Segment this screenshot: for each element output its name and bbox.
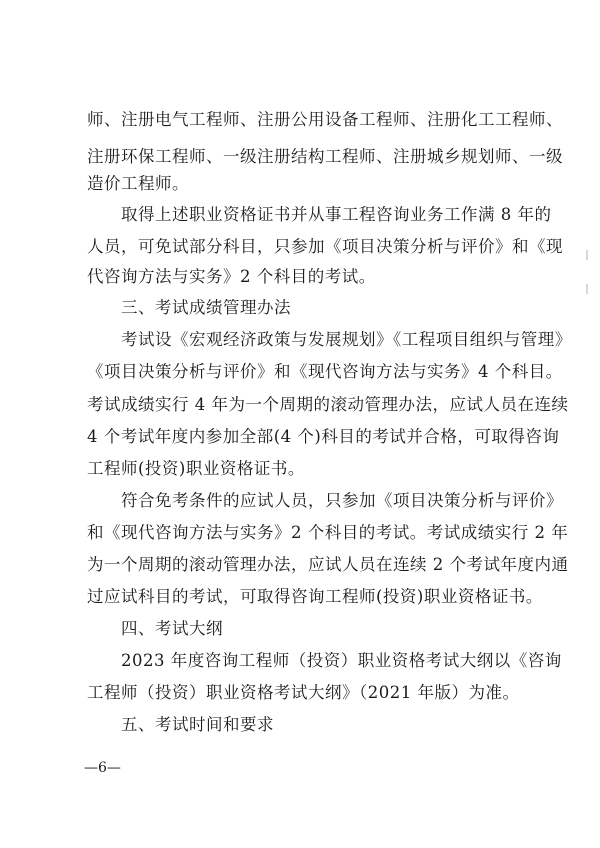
body-line: 注册环保工程师、一级注册结构工程师、注册城乡规划师、一级 [87, 147, 563, 166]
body-line: 造价工程师。 [87, 174, 189, 193]
paragraph-line: 工程师(投资)职业资格证书。 [87, 459, 305, 478]
paragraph-line: 2023 年度咨询工程师（投资）职业资格考试大纲以《咨询 [87, 651, 562, 670]
section-heading-4: 四、考试大纲 [87, 619, 223, 638]
paragraph-line: 取得上述职业资格证书并从事工程咨询业务工作满 8 年的 [87, 205, 552, 224]
page-number: —6— [84, 760, 121, 776]
paragraph-line: 人员，可免试部分科目，只参加《项目决策分析与评价》和《现 [87, 237, 563, 256]
paragraph-line: 符合免考条件的应试人员，只参加《项目决策分析与评价》 [87, 491, 563, 510]
paragraph-line: 过应试科目的考试，可取得咨询工程师(投资)职业资格证书。 [87, 587, 543, 606]
paragraph-line: 和《现代咨询方法与实务》2 个科目的考试。考试成绩实行 2 年 [87, 523, 569, 542]
paragraph-line: 《项目决策分析与评价》和《现代咨询方法与实务》4 个科目。 [87, 362, 563, 381]
section-heading-3: 三、考试成绩管理办法 [87, 298, 291, 317]
body-line: 师、注册电气工程师、注册公用设备工程师、注册化工工程师、 [87, 110, 563, 129]
paragraph-line: 为一个周期的滚动管理办法，应试人员在连续 2 个考试年度内通 [87, 555, 569, 574]
scan-artifact [586, 284, 588, 294]
paragraph-line: 考试成绩实行 4 年为一个周期的滚动管理办法，应试人员在连续 [87, 395, 569, 414]
paragraph-line: 考试设《宏观经济政策与发展规划》《工程项目组织与管理》 [87, 330, 572, 349]
paragraph-line: 代咨询方法与实务》2 个科目的考试。 [87, 267, 376, 286]
paragraph-line: 工程师（投资）职业资格考试大纲》（2021 年版）为准。 [87, 683, 520, 702]
scan-artifact [586, 250, 588, 260]
paragraph-line: 4 个考试年度内参加全部(4 个)科目的考试并合格，可取得咨询 [87, 427, 560, 446]
section-heading-5: 五、考试时间和要求 [87, 715, 274, 734]
